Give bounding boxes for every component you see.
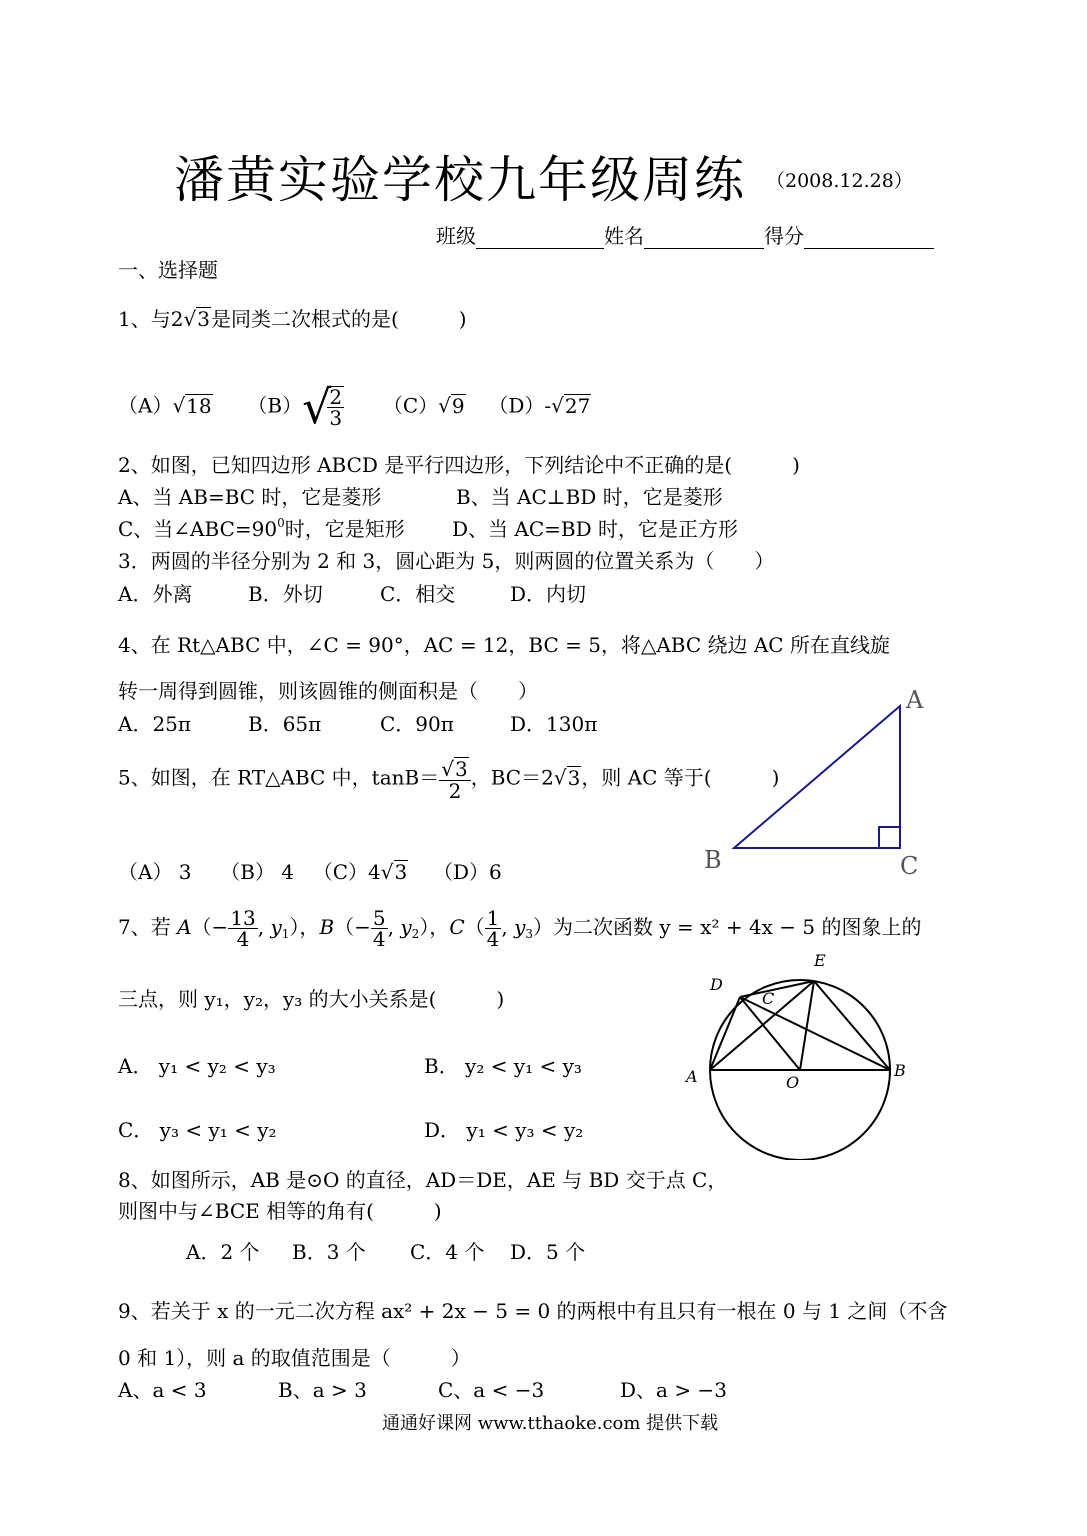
q9-option-d: D、a > −3 — [620, 1378, 727, 1402]
q5-bc-radicand: 3 — [567, 765, 581, 790]
q7-a-fraction — [228, 908, 257, 949]
question-7-line-2: 三点，则 y₁，y₂，y₃ 的大小关系是( ) — [118, 987, 505, 1011]
q7-point-c: C — [449, 915, 465, 939]
score-label: 得分 — [764, 224, 804, 248]
q5-tan-fraction — [439, 757, 470, 801]
q1-b-denominator: 3 — [329, 406, 343, 430]
q1-c-sqrt-sign: √ — [438, 393, 451, 418]
name-blank[interactable] — [644, 224, 764, 249]
q1-option-c-label: （C） — [382, 393, 439, 418]
circle-label-o: O — [786, 1073, 800, 1092]
q5-frac-denominator: 2 — [448, 779, 462, 803]
class-label: 班级 — [436, 224, 476, 248]
q8-option-d: D．5 个 — [510, 1240, 586, 1264]
worksheet-date: （2008.12.28） — [766, 170, 913, 192]
question-1-options — [118, 380, 591, 434]
q1-option-a-label: （A） — [118, 393, 173, 418]
q4-option-c: C．90π — [380, 712, 454, 736]
q7-point-a: A — [177, 915, 192, 939]
question-1-stem — [118, 303, 467, 332]
q5-stem-mid: ，BC＝2 — [470, 765, 554, 790]
question-8-line-1: 8、如图所示，AB 是⊙O 的直径，AD＝DE，AE 与 BD 交于点 C， — [118, 1168, 728, 1192]
q7-function-text: 为二次函数 y = x² + 4x − 5 的图象上的 — [553, 915, 922, 939]
q1-b-numerator: 2 — [329, 385, 343, 409]
q8-option-b: B．3 个 — [292, 1240, 366, 1264]
segment-ad — [710, 997, 740, 1070]
q5-option-c-label: （C）4 — [312, 860, 381, 884]
score-blank[interactable] — [804, 224, 934, 249]
q2-c-degree: 0 — [277, 516, 285, 530]
q7-option-c: C． y₃ < y₁ < y₂ — [118, 1118, 277, 1142]
q4-option-a: A．25π — [118, 712, 192, 736]
question-8-line-2: 则图中与∠BCE 相等的角有( ) — [118, 1199, 442, 1223]
q5-option-a: （A） 3 — [118, 860, 192, 884]
q1-option-b-label: （B） — [247, 393, 303, 418]
question-9-line-2: 0 和 1），则 a 的取值范围是（ ） — [118, 1346, 471, 1370]
q1-stem-coef: 2 — [170, 307, 184, 331]
circle-label-e: E — [814, 951, 826, 970]
question-4-line-1: 4、在 Rt△ABC 中，∠C = 90°，AC = 12，BC = 5，将△ABC 绕边 AC 所在直线旋 — [118, 633, 890, 657]
q3-option-a: A．外离 — [118, 582, 193, 606]
q5-option-d: （D）6 — [432, 860, 502, 884]
circle-label-b: B — [894, 1061, 906, 1080]
q2-option-a: A、当 AB=BC 时，它是菱形 — [118, 485, 382, 509]
question-5-options — [118, 856, 502, 885]
q8-option-a: A．2 个 — [186, 1240, 260, 1264]
page-footer: 通通好课网 www.tthaoke.com 提供下载 — [382, 1413, 719, 1434]
q5-stem-pre: 5、如图，在 RT△ABC 中，tanB＝ — [118, 765, 440, 790]
q9-option-a: A、a < 3 — [118, 1378, 207, 1402]
q7-b-fraction — [371, 908, 388, 949]
q7-option-a: A． y₁ < y₂ < y₃ — [118, 1054, 276, 1078]
circle-label-d: D — [710, 975, 723, 994]
q7-c-numerator: 1 — [486, 906, 500, 930]
q2-option-d: D、当 AC=BD 时，它是正方形 — [452, 517, 738, 541]
q2-c-pre: C、当∠ABC=90 — [118, 517, 278, 541]
q5-stem-post: ，则 AC 等于( ) — [581, 765, 780, 790]
q5-option-c-radicand: 3 — [394, 860, 408, 884]
q3-option-b: B．外切 — [248, 582, 323, 606]
q1-b-sqrt-sign: √ — [302, 380, 332, 434]
q1-a-sqrt-sign: √ — [172, 393, 186, 418]
question-9-line-1: 9、若关于 x 的一元二次方程 ax² + 2x − 5 = 0 的两根中有且只有一根在 0 与 1 之间（不含 — [118, 1299, 948, 1323]
q3-option-d: D．内切 — [510, 582, 587, 606]
q1-stem-post: 是同类二次根式的是( ) — [210, 307, 467, 331]
q7-c-denominator: 4 — [486, 927, 500, 951]
q1-option-d-label: （D）- — [488, 393, 552, 418]
q5-frac-radicand: 3 — [454, 757, 468, 781]
q7-option-b: B． y₂ < y₁ < y₃ — [424, 1054, 582, 1078]
q5-bc-sqrt-sign: √ — [553, 765, 567, 790]
q7-point-b: B — [319, 915, 335, 939]
q5-c-sqrt-sign: √ — [380, 860, 394, 884]
student-info-row — [436, 220, 934, 249]
circle-figure — [678, 950, 928, 1160]
q1-option-c-radicand: 9 — [451, 393, 465, 418]
q8-option-c: C．4 个 — [410, 1240, 485, 1264]
q1-option-b-fraction — [327, 386, 344, 428]
q2-option-b: B、当 AC⊥BD 时，它是菱形 — [456, 485, 723, 509]
q1-d-sqrt-sign: √ — [551, 393, 564, 418]
q9-option-b: B、a > 3 — [278, 1378, 367, 1402]
class-blank[interactable] — [476, 224, 604, 249]
q2-c-post: 时，它是矩形 — [284, 517, 405, 541]
triangle-label-a: A — [906, 686, 924, 714]
question-3-stem: 3．两圆的半径分别为 2 和 3，圆心距为 5，则两圆的位置关系为（ ） — [118, 549, 775, 573]
q1-option-d-radicand: 27 — [564, 393, 591, 418]
q5-frac-numerator: √3 — [439, 757, 470, 781]
q4-option-d: D．130π — [510, 712, 598, 736]
q1-stem-radicand: 3 — [197, 307, 210, 331]
q1-option-a-radicand: 18 — [186, 393, 212, 418]
question-4-line-2: 转一周得到圆锥，则该圆锥的侧面积是（ ） — [118, 679, 538, 703]
q2-option-c — [118, 513, 405, 542]
triangle-abc — [734, 706, 900, 848]
circle-label-c: C — [762, 989, 775, 1008]
q7-prefix: 7、若 — [118, 915, 171, 939]
question-5-stem — [118, 757, 779, 801]
q7-option-d: D． y₁ < y₃ < y₂ — [424, 1118, 584, 1142]
q7-a-denominator: 4 — [236, 927, 250, 951]
q9-option-c: C、a < −3 — [438, 1378, 545, 1402]
q5-option-b: （B） 4 — [220, 860, 295, 884]
q3-option-c: C．相交 — [380, 582, 456, 606]
triangle-label-c: C — [900, 852, 919, 880]
q1-sqrt-sign: √ — [183, 307, 197, 331]
name-label: 姓名 — [604, 224, 644, 248]
q7-b-numerator: 5 — [372, 906, 386, 930]
question-2-stem: 2、如图，已知四边形 ABCD 是平行四边形，下列结论中不正确的是( ) — [118, 453, 800, 477]
q1-stem-pre: 1、与 — [118, 307, 171, 331]
q7-a-numerator: 13 — [230, 906, 256, 930]
q4-option-b: B．65π — [248, 712, 322, 736]
segment-eo — [800, 981, 814, 1070]
question-7-stem: 7、若 A（− $\frac{13}{4}$ , $y_1$），B（− $\frac{5}{4}$ , $y_2$），C（ $\frac{1}{4}$ , $y_3$）为二次函数 y = x² + 4x − 5 的图象上的 — [118, 906, 922, 951]
right-angle-mark — [879, 827, 900, 848]
circle-label-a: A — [686, 1067, 698, 1086]
section-heading: 一、选择题 — [118, 258, 218, 282]
triangle-label-b: B — [704, 846, 722, 874]
triangle-figure — [690, 680, 930, 880]
q7-b-denominator: 4 — [372, 927, 386, 951]
page-title: 潘黄实验学校九年级周练 — [174, 151, 746, 209]
q7-c-fraction — [485, 908, 502, 949]
